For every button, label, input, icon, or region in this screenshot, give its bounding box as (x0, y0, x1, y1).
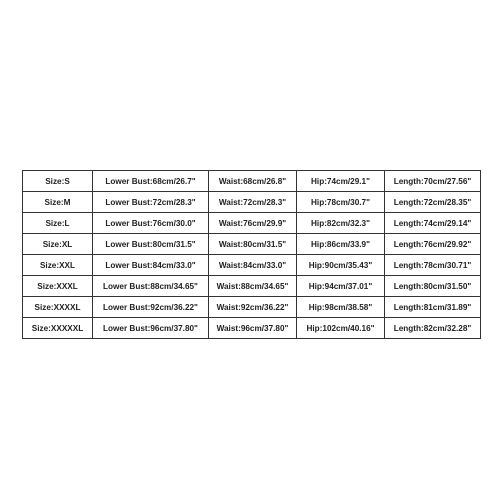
lower-bust-cell: Lower Bust:80cm/31.5" (93, 234, 209, 255)
hip-cell: Hip:74cm/29.1" (297, 171, 385, 192)
size-cell: Size:L (23, 213, 93, 234)
lower-bust-cell: Lower Bust:76cm/30.0" (93, 213, 209, 234)
length-cell: Length:81cm/31.89" (385, 297, 481, 318)
length-cell: Length:70cm/27.56" (385, 171, 481, 192)
table-row (23, 192, 481, 213)
length-cell: Length:78cm/30.71" (385, 255, 481, 276)
waist-cell: Waist:80cm/31.5" (209, 234, 297, 255)
size-cell: Size:XXL (23, 255, 93, 276)
lower-bust-cell: Lower Bust:88cm/34.65" (93, 276, 209, 297)
size-cell: Size:XXXXXL (23, 318, 93, 339)
waist-cell: Waist:88cm/34.65" (209, 276, 297, 297)
hip-cell: Hip:102cm/40.16" (297, 318, 385, 339)
hip-cell: Hip:94cm/37.01" (297, 276, 385, 297)
waist-cell: Waist:76cm/29.9" (209, 213, 297, 234)
table-row (23, 213, 481, 234)
table-row (23, 234, 481, 255)
size-cell: Size:S (23, 171, 93, 192)
table-row (23, 255, 481, 276)
length-cell: Length:82cm/32.28" (385, 318, 481, 339)
table-row (23, 318, 481, 339)
hip-cell: Hip:90cm/35.43" (297, 255, 385, 276)
table-row (23, 171, 481, 192)
lower-bust-cell: Lower Bust:84cm/33.0" (93, 255, 209, 276)
size-chart-table (22, 170, 481, 339)
length-cell: Length:76cm/29.92" (385, 234, 481, 255)
hip-cell: Hip:82cm/32.3" (297, 213, 385, 234)
length-cell: Length:80cm/31.50" (385, 276, 481, 297)
waist-cell: Waist:96cm/37.80" (209, 318, 297, 339)
lower-bust-cell: Lower Bust:72cm/28.3" (93, 192, 209, 213)
size-cell: Size:XL (23, 234, 93, 255)
hip-cell: Hip:98cm/38.58" (297, 297, 385, 318)
waist-cell: Waist:92cm/36.22" (209, 297, 297, 318)
waist-cell: Waist:68cm/26.8" (209, 171, 297, 192)
length-cell: Length:74cm/29.14" (385, 213, 481, 234)
size-cell: Size:XXXXL (23, 297, 93, 318)
lower-bust-cell: Lower Bust:92cm/36.22" (93, 297, 209, 318)
waist-cell: Waist:72cm/28.3" (209, 192, 297, 213)
waist-cell: Waist:84cm/33.0" (209, 255, 297, 276)
length-cell: Length:72cm/28.35" (385, 192, 481, 213)
table-row (23, 276, 481, 297)
size-cell: Size:XXXL (23, 276, 93, 297)
table-row (23, 297, 481, 318)
size-cell: Size:M (23, 192, 93, 213)
lower-bust-cell: Lower Bust:68cm/26.7" (93, 171, 209, 192)
hip-cell: Hip:86cm/33.9" (297, 234, 385, 255)
lower-bust-cell: Lower Bust:96cm/37.80" (93, 318, 209, 339)
hip-cell: Hip:78cm/30.7" (297, 192, 385, 213)
